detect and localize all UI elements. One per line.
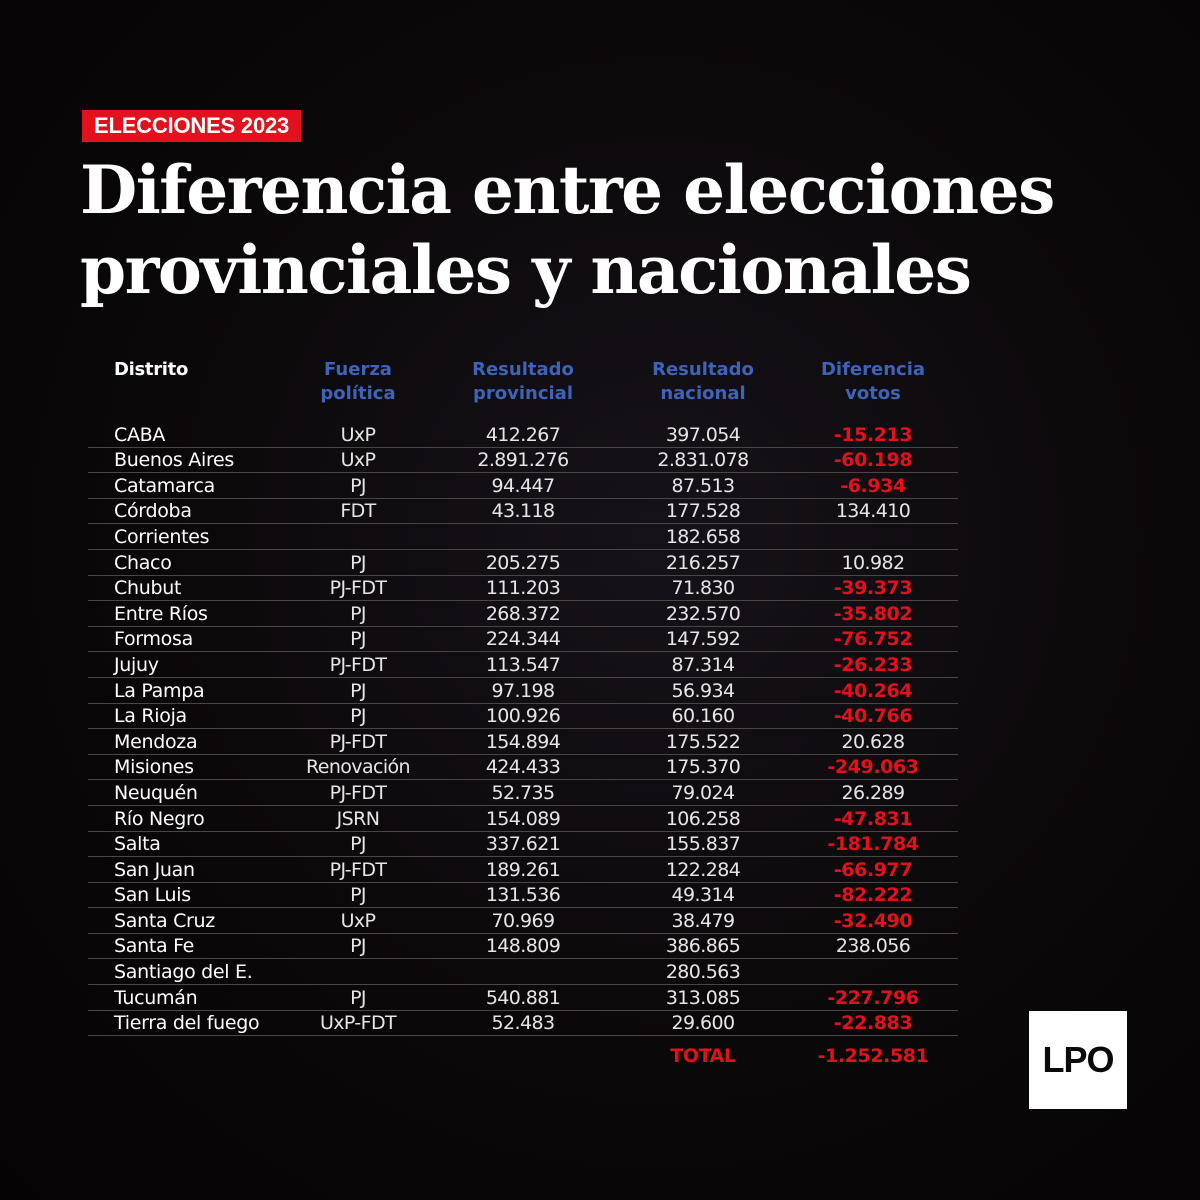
diferencia-cell: 20.628 — [841, 730, 905, 753]
fuerza-cell: PJ-FDT — [329, 781, 387, 804]
fuerza-cell: PJ-FDT — [329, 653, 387, 676]
table-row — [88, 883, 958, 909]
header-diferencia-votos: Diferencia votos — [820, 359, 926, 404]
table-row — [88, 627, 958, 653]
table-row — [88, 678, 958, 704]
provincial-cell: 131.536 — [485, 884, 561, 907]
diferencia-cell: 238.056 — [835, 935, 911, 958]
header-resultado-provincial: Resultado provincial — [472, 359, 574, 404]
nacional-cell: 155.837 — [665, 833, 741, 856]
distrito-cell: Salta — [114, 833, 161, 856]
distrito-cell: Santa Cruz — [114, 909, 215, 932]
table-row — [88, 601, 958, 627]
fuerza-cell: FDT — [340, 500, 376, 523]
fuerza-cell: PJ-FDT — [329, 577, 387, 600]
diferencia-cell: -249.063 — [827, 756, 919, 779]
distrito-cell: Tierra del fuego — [114, 1012, 260, 1035]
nacional-cell: 175.522 — [665, 730, 741, 753]
diferencia-cell: 26.289 — [841, 781, 905, 804]
nacional-cell: 313.085 — [665, 986, 741, 1009]
provincial-cell: 111.203 — [485, 577, 561, 600]
fuerza-cell: PJ — [350, 628, 366, 651]
provincial-cell: 412.267 — [485, 423, 561, 446]
fuerza-cell: UxP — [340, 449, 376, 472]
table-row — [88, 499, 958, 525]
provincial-cell: 154.089 — [485, 807, 561, 830]
nacional-cell: 147.592 — [665, 628, 741, 651]
table-row — [88, 755, 958, 781]
nacional-cell: 49.314 — [671, 884, 735, 907]
nacional-cell: 87.513 — [671, 474, 735, 497]
table-row — [88, 780, 958, 806]
diferencia-cell: -76.752 — [833, 628, 913, 651]
diferencia-cell: -40.766 — [833, 705, 913, 728]
diferencia-cell: 134.410 — [835, 500, 911, 523]
fuerza-cell: PJ — [350, 833, 366, 856]
nacional-cell: 71.830 — [671, 577, 735, 600]
nacional-cell: 177.528 — [665, 500, 741, 523]
fuerza-cell: PJ — [350, 551, 366, 574]
fuerza-cell: PJ — [350, 474, 366, 497]
diferencia-cell: -47.831 — [833, 807, 913, 830]
diferencia-cell: -60.198 — [833, 449, 913, 472]
section-tag: ELECCIONES 2023 — [82, 110, 301, 142]
table-row — [88, 985, 958, 1011]
diferencia-cell: -40.264 — [833, 679, 913, 702]
distrito-cell: Chaco — [114, 551, 172, 574]
distrito-cell: Entre Ríos — [114, 602, 208, 625]
fuerza-cell: UxP-FDT — [319, 1012, 396, 1035]
diferencia-cell: -22.883 — [833, 1012, 913, 1035]
distrito-cell: Neuquén — [114, 781, 198, 804]
diferencia-cell: -39.373 — [833, 577, 913, 600]
fuerza-cell: JSRN — [336, 807, 380, 830]
fuerza-cell: UxP — [340, 423, 376, 446]
table-header — [88, 358, 958, 420]
table-row — [88, 448, 958, 474]
table-row — [88, 959, 958, 985]
total-label: TOTAL — [670, 1045, 736, 1068]
provincial-cell: 113.547 — [485, 653, 561, 676]
provincial-cell: 205.275 — [485, 551, 561, 574]
lpo-logo: LPO — [1029, 1011, 1127, 1109]
diferencia-cell: -6.934 — [840, 474, 906, 497]
provincial-cell: 540.881 — [485, 986, 561, 1009]
table-row — [88, 1011, 958, 1037]
distrito-cell: Tucumán — [114, 986, 198, 1009]
table-row — [88, 422, 958, 448]
diferencia-cell: -15.213 — [833, 423, 913, 446]
table-row — [88, 524, 958, 550]
distrito-cell: San Luis — [114, 884, 191, 907]
table-body — [88, 422, 958, 1036]
distrito-cell: CABA — [114, 423, 166, 446]
fuerza-cell: PJ — [350, 679, 366, 702]
provincial-cell: 97.198 — [491, 679, 555, 702]
provincial-cell: 337.621 — [485, 833, 561, 856]
distrito-cell: Formosa — [114, 628, 193, 651]
provincial-cell: 224.344 — [485, 628, 561, 651]
nacional-cell: 216.257 — [665, 551, 741, 574]
fuerza-cell: PJ-FDT — [329, 730, 387, 753]
table-row — [88, 473, 958, 499]
table-row — [88, 806, 958, 832]
distrito-cell: Buenos Aires — [114, 449, 235, 472]
distrito-cell: Córdoba — [114, 500, 192, 523]
nacional-cell: 397.054 — [665, 423, 741, 446]
fuerza-cell: PJ-FDT — [329, 858, 387, 881]
nacional-cell: 122.284 — [665, 858, 741, 881]
distrito-cell: Río Negro — [114, 807, 205, 830]
nacional-cell: 182.658 — [665, 525, 741, 548]
header-fuerza-politica: Fuerza política — [320, 359, 396, 404]
fuerza-cell: PJ — [350, 705, 366, 728]
nacional-cell: 175.370 — [665, 756, 741, 779]
distrito-cell: La Pampa — [114, 679, 205, 702]
nacional-cell: 56.934 — [671, 679, 735, 702]
table-row — [88, 704, 958, 730]
table-row — [88, 729, 958, 755]
table-row — [88, 550, 958, 576]
distrito-cell: La Rioja — [114, 705, 187, 728]
diferencia-cell: -35.802 — [833, 602, 913, 625]
table-row — [88, 857, 958, 883]
diferencia-cell: -66.977 — [833, 858, 913, 881]
nacional-cell: 29.600 — [671, 1012, 735, 1035]
header-resultado-nacional: Resultado nacional — [652, 359, 754, 404]
diferencia-cell: -181.784 — [827, 833, 919, 856]
fuerza-cell: PJ — [350, 602, 366, 625]
provincial-cell: 94.447 — [491, 474, 555, 497]
provincial-cell: 100.926 — [485, 705, 561, 728]
distrito-cell: Catamarca — [114, 474, 215, 497]
provincial-cell: 148.809 — [485, 935, 561, 958]
table-row — [88, 576, 958, 602]
header-distrito: Distrito — [114, 359, 189, 380]
provincial-cell: 189.261 — [485, 858, 561, 881]
table-row — [88, 908, 958, 934]
provincial-cell: 70.969 — [491, 909, 555, 932]
nacional-cell: 60.160 — [671, 705, 735, 728]
results-table — [88, 358, 958, 1076]
diferencia-cell: 10.982 — [841, 551, 905, 574]
distrito-cell: Mendoza — [114, 730, 198, 753]
nacional-cell: 87.314 — [671, 653, 735, 676]
table-row — [88, 832, 958, 858]
nacional-cell: 2.831.078 — [657, 449, 749, 472]
diferencia-cell: -26.233 — [833, 653, 913, 676]
provincial-cell: 2.891.276 — [477, 449, 569, 472]
distrito-cell: Corrientes — [114, 525, 210, 548]
total-row — [88, 1036, 958, 1076]
nacional-cell: 232.570 — [665, 602, 741, 625]
total-value: -1.252.581 — [817, 1045, 929, 1068]
provincial-cell: 268.372 — [485, 602, 561, 625]
provincial-cell: 52.735 — [491, 781, 555, 804]
table-row — [88, 652, 958, 678]
diferencia-cell: -82.222 — [833, 884, 913, 907]
provincial-cell: 154.894 — [485, 730, 561, 753]
distrito-cell: Santiago del E. — [114, 961, 253, 984]
distrito-cell: Jujuy — [114, 653, 159, 676]
fuerza-cell: PJ — [350, 935, 366, 958]
nacional-cell: 106.258 — [665, 807, 741, 830]
table-row — [88, 934, 958, 960]
nacional-cell: 386.865 — [665, 935, 741, 958]
provincial-cell: 43.118 — [491, 500, 555, 523]
provincial-cell: 52.483 — [491, 1012, 555, 1035]
diferencia-cell: -227.796 — [827, 986, 919, 1009]
distrito-cell: San Juan — [114, 858, 195, 881]
diferencia-cell: -32.490 — [833, 909, 913, 932]
page-title: Diferencia entre elecciones provinciales y nacionales — [80, 151, 1054, 309]
fuerza-cell: Renovación — [306, 756, 410, 779]
nacional-cell: 79.024 — [671, 781, 735, 804]
fuerza-cell: PJ — [350, 986, 366, 1009]
distrito-cell: Misiones — [114, 756, 194, 779]
distrito-cell: Chubut — [114, 577, 182, 600]
nacional-cell: 38.479 — [671, 909, 735, 932]
fuerza-cell: UxP — [340, 909, 376, 932]
provincial-cell: 424.433 — [485, 756, 561, 779]
distrito-cell: Santa Fe — [114, 935, 195, 958]
nacional-cell: 280.563 — [665, 961, 741, 984]
fuerza-cell: PJ — [350, 884, 366, 907]
